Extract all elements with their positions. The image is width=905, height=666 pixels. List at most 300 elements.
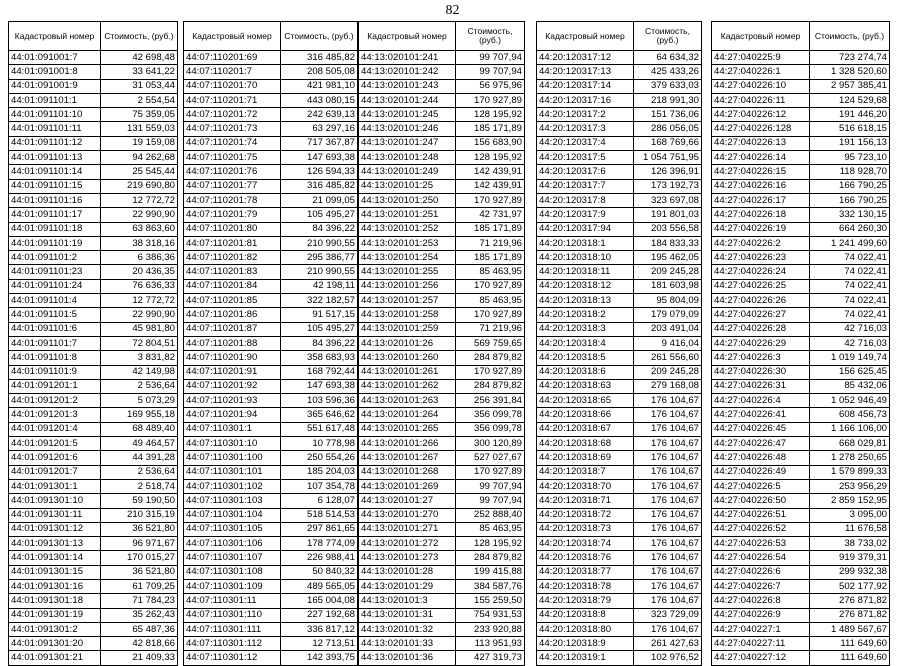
cadastral-number-cell: 44:13:020101:252 — [359, 222, 456, 236]
cadastral-number-cell: 44:27:040226:30 — [712, 365, 810, 379]
cost-cell: 218 991,30 — [634, 93, 702, 107]
cost-cell: 608 456,73 — [810, 408, 890, 422]
cadastral-number-cell: 44:20:120317:16 — [537, 93, 634, 107]
table-row — [537, 437, 702, 451]
table-row — [537, 522, 702, 536]
cadastral-number-cell: 44:20:120318:76 — [537, 551, 634, 565]
table-row — [9, 437, 178, 451]
cost-cell: 299 932,38 — [810, 565, 890, 579]
cost-cell: 166 790,25 — [810, 193, 890, 207]
table-row — [359, 294, 525, 308]
cost-cell: 356 099,78 — [456, 408, 525, 422]
cadastral-number-cell: 44:01:091101:11 — [9, 122, 101, 136]
table-row — [359, 122, 525, 136]
cost-cell: 518 514,53 — [281, 508, 358, 522]
cost-cell: 35 262,43 — [101, 608, 178, 622]
table-row — [184, 279, 358, 293]
cost-cell: 569 759,65 — [456, 336, 525, 350]
cadastral-table-5 — [711, 21, 890, 666]
cost-cell: 113 951,93 — [456, 637, 525, 651]
cost-cell: 142 393,75 — [281, 651, 358, 665]
table-row — [184, 322, 358, 336]
cost-cell: 105 495,27 — [281, 208, 358, 222]
cadastral-number-cell: 44:13:020101:248 — [359, 151, 456, 165]
table-row — [184, 79, 358, 93]
table-row — [537, 594, 702, 608]
cadastral-number-cell: 44:07:110301:101 — [184, 465, 281, 479]
cadastral-number-cell: 44:27:040226:50 — [712, 494, 810, 508]
cadastral-number-cell: 44:01:091101:18 — [9, 222, 101, 236]
cadastral-number-cell: 44:07:110201:83 — [184, 265, 281, 279]
cadastral-number-cell: 44:07:110201:69 — [184, 51, 281, 65]
cost-cell: 94 262,68 — [101, 151, 178, 165]
cadastral-number-cell: 44:27:040226:26 — [712, 294, 810, 308]
cadastral-table-2 — [183, 21, 358, 666]
cost-cell: 111 649,60 — [810, 637, 890, 651]
table-row — [184, 193, 358, 207]
cost-cell: 76 636,33 — [101, 279, 178, 293]
cadastral-number-cell: 44:27:040227:11 — [712, 637, 810, 651]
table-row — [712, 294, 890, 308]
cost-cell: 176 104,67 — [634, 437, 702, 451]
cost-cell: 527 027,67 — [456, 451, 525, 465]
table-row — [537, 279, 702, 293]
cost-cell: 12 713,51 — [281, 637, 358, 651]
table-row — [184, 379, 358, 393]
cadastral-number-cell: 44:07:110201:7 — [184, 65, 281, 79]
cadastral-number-cell: 44:01:091301:16 — [9, 579, 101, 593]
cost-cell: 25 545,44 — [101, 165, 178, 179]
table-row — [184, 222, 358, 236]
table-row — [712, 565, 890, 579]
cost-cell: 1 241 499,60 — [810, 236, 890, 250]
table-row — [9, 637, 178, 651]
cadastral-number-cell: 44:13:020101:262 — [359, 379, 456, 393]
cadastral-number-cell: 44:27:040226:17 — [712, 193, 810, 207]
cost-cell: 99 707,94 — [456, 479, 525, 493]
table-row — [184, 236, 358, 250]
cadastral-number-cell: 44:20:120317:5 — [537, 151, 634, 165]
table-row — [359, 594, 525, 608]
table-row — [184, 265, 358, 279]
cost-cell: 42 716,03 — [810, 336, 890, 350]
cost-cell: 427 319,73 — [456, 651, 525, 665]
cadastral-number-cell: 44:07:110201:90 — [184, 351, 281, 365]
cost-cell: 42 149,98 — [101, 365, 178, 379]
cadastral-number-cell: 44:07:110301:112 — [184, 637, 281, 651]
cost-cell: 71 219,96 — [456, 322, 525, 336]
cadastral-number-cell: 44:07:110301:111 — [184, 622, 281, 636]
cadastral-number-cell: 44:07:110201:71 — [184, 93, 281, 107]
cadastral-number-cell: 44:27:040226:18 — [712, 208, 810, 222]
cadastral-number-cell: 44:27:040226:4 — [712, 394, 810, 408]
cost-cell: 723 274,74 — [810, 51, 890, 65]
cadastral-number-cell: 44:01:091101:15 — [9, 179, 101, 193]
cost-cell: 286 056,05 — [634, 122, 702, 136]
table-row — [712, 379, 890, 393]
cost-cell: 185 171,89 — [456, 122, 525, 136]
table-row — [537, 51, 702, 65]
table-row — [184, 494, 358, 508]
table-row — [184, 93, 358, 107]
cadastral-number-cell: 44:13:020101:268 — [359, 465, 456, 479]
table-row — [359, 522, 525, 536]
cost-cell: 1 278 250,65 — [810, 451, 890, 465]
cost-cell: 111 649,60 — [810, 651, 890, 665]
table-row — [9, 236, 178, 250]
cadastral-number-cell: 44:07:110201:92 — [184, 379, 281, 393]
cadastral-number-cell: 44:01:091201:4 — [9, 422, 101, 436]
cost-cell: 1 328 520,60 — [810, 65, 890, 79]
table-row — [712, 265, 890, 279]
cost-cell: 71 219,96 — [456, 236, 525, 250]
cost-cell: 147 693,38 — [281, 379, 358, 393]
cadastral-number-cell: 44:13:020101:264 — [359, 408, 456, 422]
cadastral-number-cell: 44:13:020101:255 — [359, 265, 456, 279]
table-row — [184, 479, 358, 493]
cadastral-number-cell: 44:20:120318:65 — [537, 394, 634, 408]
cadastral-number-cell: 44:01:091101:5 — [9, 308, 101, 322]
cadastral-number-cell: 44:07:110301:12 — [184, 651, 281, 665]
table-row — [184, 522, 358, 536]
cadastral-number-cell: 44:27:040226:8 — [712, 594, 810, 608]
cadastral-number-cell: 44:20:120318:71 — [537, 494, 634, 508]
cadastral-number-cell: 44:13:020101:254 — [359, 251, 456, 265]
cadastral-number-cell: 44:20:120318:79 — [537, 594, 634, 608]
cost-cell: 332 130,15 — [810, 208, 890, 222]
cadastral-number-cell: 44:27:040226:29 — [712, 336, 810, 350]
table-row — [537, 551, 702, 565]
cadastral-number-cell: 44:01:091001:8 — [9, 65, 101, 79]
table-row — [359, 351, 525, 365]
cadastral-number-cell: 44:07:110201:91 — [184, 365, 281, 379]
cost-cell: 74 022,41 — [810, 251, 890, 265]
cadastral-number-cell: 44:27:040226:15 — [712, 165, 810, 179]
cadastral-number-cell: 44:01:091101:17 — [9, 208, 101, 222]
table-row — [184, 365, 358, 379]
cost-cell: 21 409,33 — [101, 651, 178, 665]
cost-cell: 42 731,97 — [456, 208, 525, 222]
table-row — [9, 308, 178, 322]
cadastral-number-cell: 44:13:020101:266 — [359, 437, 456, 451]
cost-cell: 170 927,89 — [456, 465, 525, 479]
cost-cell: 185 171,89 — [456, 251, 525, 265]
table-row — [184, 508, 358, 522]
cadastral-number-cell: 44:01:091101:12 — [9, 136, 101, 150]
cadastral-number-cell: 44:01:091301:12 — [9, 522, 101, 536]
table-row — [359, 437, 525, 451]
table-row — [184, 165, 358, 179]
cadastral-table-3 — [358, 21, 525, 666]
table-row — [9, 537, 178, 551]
cost-cell: 85 463,95 — [456, 265, 525, 279]
cadastral-number-cell: 44:07:110201:85 — [184, 294, 281, 308]
cost-cell: 74 022,41 — [810, 279, 890, 293]
cost-cell: 147 693,38 — [281, 151, 358, 165]
cost-cell: 502 177,92 — [810, 579, 890, 593]
cadastral-number-cell: 44:01:091101:24 — [9, 279, 101, 293]
table-row — [537, 508, 702, 522]
cadastral-number-cell: 44:13:020101:31 — [359, 608, 456, 622]
cadastral-number-cell: 44:01:091301:10 — [9, 494, 101, 508]
cost-cell: 191 801,03 — [634, 208, 702, 222]
table-row — [359, 279, 525, 293]
table-row — [359, 608, 525, 622]
cadastral-number-cell: 44:20:120318:9 — [537, 637, 634, 651]
cost-cell: 252 888,40 — [456, 508, 525, 522]
cost-cell: 276 871,82 — [810, 594, 890, 608]
cadastral-number-cell: 44:13:020101:29 — [359, 579, 456, 593]
cost-cell: 754 931,53 — [456, 608, 525, 622]
table-row — [712, 637, 890, 651]
table-row — [184, 294, 358, 308]
cost-cell: 10 778,98 — [281, 437, 358, 451]
cadastral-number-cell: 44:20:120317:7 — [537, 179, 634, 193]
table-row — [184, 437, 358, 451]
table-row — [9, 208, 178, 222]
cadastral-number-cell: 44:27:040226:10 — [712, 79, 810, 93]
cadastral-number-cell: 44:27:040226:9 — [712, 608, 810, 622]
cost-cell: 6 386,36 — [101, 251, 178, 265]
cost-cell: 176 104,67 — [634, 622, 702, 636]
table-row — [537, 422, 702, 436]
cost-cell: 2 536,64 — [101, 465, 178, 479]
table-row — [9, 151, 178, 165]
cadastral-number-cell: 44:07:110201:82 — [184, 251, 281, 265]
table-row — [184, 65, 358, 79]
cadastral-number-cell: 44:01:091101:19 — [9, 236, 101, 250]
cadastral-number-cell: 44:07:110301:100 — [184, 451, 281, 465]
cost-cell: 295 386,77 — [281, 251, 358, 265]
cost-cell: 250 554,26 — [281, 451, 358, 465]
cost-cell: 65 487,36 — [101, 622, 178, 636]
cost-cell: 208 505,08 — [281, 65, 358, 79]
table-row — [712, 537, 890, 551]
cost-cell: 199 415,88 — [456, 565, 525, 579]
cadastral-table-1 — [8, 21, 178, 666]
table-header-row — [9, 22, 178, 51]
table-row — [9, 394, 178, 408]
table-row — [359, 508, 525, 522]
cost-cell: 84 396,22 — [281, 222, 358, 236]
cost-cell: 74 022,41 — [810, 294, 890, 308]
cadastral-number-cell: 44:13:020101:261 — [359, 365, 456, 379]
cost-cell: 170 927,89 — [456, 93, 525, 107]
table-row — [359, 408, 525, 422]
cadastral-number-cell: 44:27:040226:52 — [712, 522, 810, 536]
cost-cell: 142 439,91 — [456, 179, 525, 193]
cadastral-number-cell: 44:20:120319:1 — [537, 651, 634, 665]
cost-cell: 71 784,23 — [101, 594, 178, 608]
page-number: 82 — [445, 3, 460, 18]
table-row — [184, 651, 358, 665]
cost-cell: 103 596,36 — [281, 394, 358, 408]
table-row — [9, 122, 178, 136]
table-row — [712, 93, 890, 107]
table-row — [9, 136, 178, 150]
cadastral-number-cell: 44:27:040226:11 — [712, 93, 810, 107]
table-row — [359, 551, 525, 565]
cadastral-number-cell: 44:27:040226:6 — [712, 565, 810, 579]
cadastral-number-cell: 44:27:040226:51 — [712, 508, 810, 522]
cost-cell: 170 927,89 — [456, 308, 525, 322]
table-row — [537, 208, 702, 222]
table-row — [184, 208, 358, 222]
cadastral-number-cell: 44:13:020101:241 — [359, 51, 456, 65]
cost-cell: 165 004,08 — [281, 594, 358, 608]
cost-cell: 195 462,05 — [634, 251, 702, 265]
cadastral-number-cell: 44:07:110201:93 — [184, 394, 281, 408]
table-row — [537, 236, 702, 250]
table-row — [712, 136, 890, 150]
cost-cell: 185 204,03 — [281, 465, 358, 479]
table-row — [184, 122, 358, 136]
header-cadastral-number: Кадастровый номер — [184, 22, 281, 51]
cost-cell: 42 818,66 — [101, 637, 178, 651]
cost-cell: 219 690,80 — [101, 179, 178, 193]
cadastral-number-cell: 44:20:120318:7 — [537, 465, 634, 479]
cost-cell: 209 245,28 — [634, 265, 702, 279]
cost-cell: 2 957 385,41 — [810, 79, 890, 93]
cadastral-number-cell: 44:20:120318:69 — [537, 451, 634, 465]
cost-cell: 45 981,80 — [101, 322, 178, 336]
cost-cell: 176 104,67 — [634, 422, 702, 436]
cost-cell: 5 073,29 — [101, 394, 178, 408]
cost-cell: 74 022,41 — [810, 265, 890, 279]
table-row — [184, 51, 358, 65]
table-row — [359, 651, 525, 665]
cadastral-number-cell: 44:27:040226:25 — [712, 279, 810, 293]
table-row — [712, 51, 890, 65]
cadastral-number-cell: 44:07:110201:88 — [184, 336, 281, 350]
table-row — [9, 222, 178, 236]
cadastral-number-cell: 44:27:040226:49 — [712, 465, 810, 479]
cadastral-number-cell: 44:01:091101:1 — [9, 93, 101, 107]
cadastral-table-4 — [536, 21, 702, 666]
table-row — [359, 451, 525, 465]
cadastral-number-cell: 44:27:040226:14 — [712, 151, 810, 165]
cost-cell: 1 489 567,67 — [810, 622, 890, 636]
table-row — [537, 537, 702, 551]
cost-cell: 36 521,80 — [101, 522, 178, 536]
table-row — [9, 451, 178, 465]
cost-cell: 9 416,04 — [634, 336, 702, 350]
cadastral-number-cell: 44:20:120318:10 — [537, 251, 634, 265]
table-header-row — [712, 22, 890, 51]
cost-cell: 128 195,92 — [456, 151, 525, 165]
cadastral-number-cell: 44:01:091301:13 — [9, 537, 101, 551]
cost-cell: 22 990,90 — [101, 208, 178, 222]
table-row — [712, 179, 890, 193]
table-row — [184, 108, 358, 122]
cadastral-number-cell: 44:20:120318:67 — [537, 422, 634, 436]
cost-cell: 1 019 149,74 — [810, 351, 890, 365]
table-row — [184, 637, 358, 651]
table-row — [359, 365, 525, 379]
table-row — [184, 451, 358, 465]
cadastral-number-cell: 44:01:091201:2 — [9, 394, 101, 408]
cost-cell: 1 579 899,33 — [810, 465, 890, 479]
cost-cell: 178 774,09 — [281, 537, 358, 551]
table-row — [9, 251, 178, 265]
cadastral-number-cell: 44:13:020101:256 — [359, 279, 456, 293]
cost-cell: 209 245,28 — [634, 365, 702, 379]
table-row — [359, 422, 525, 436]
table-row — [537, 265, 702, 279]
header-cadastral-number: Кадастровый номер — [537, 22, 634, 51]
cadastral-number-cell: 44:01:091301:1 — [9, 479, 101, 493]
cadastral-number-cell: 44:13:020101:243 — [359, 79, 456, 93]
cost-cell: 63 863,60 — [101, 222, 178, 236]
header-cost: Стоимость, (руб.) — [101, 22, 178, 51]
cost-cell: 176 104,67 — [634, 522, 702, 536]
table-row — [9, 422, 178, 436]
cadastral-number-cell: 44:27:040226:41 — [712, 408, 810, 422]
cadastral-number-cell: 44:13:020101:259 — [359, 322, 456, 336]
cost-cell: 336 817,12 — [281, 622, 358, 636]
table-row — [184, 579, 358, 593]
cost-cell: 210 990,55 — [281, 265, 358, 279]
cost-cell: 91 517,15 — [281, 308, 358, 322]
cost-cell: 170 927,89 — [456, 279, 525, 293]
cost-cell: 421 981,10 — [281, 79, 358, 93]
cost-cell: 551 617,48 — [281, 422, 358, 436]
cost-cell: 203 556,58 — [634, 222, 702, 236]
cost-cell: 300 120,89 — [456, 437, 525, 451]
cost-cell: 284 879,82 — [456, 379, 525, 393]
cadastral-number-cell: 44:01:091101:10 — [9, 108, 101, 122]
cadastral-number-cell: 44:01:091201:7 — [9, 465, 101, 479]
cost-cell: 95 723,10 — [810, 151, 890, 165]
cost-cell: 124 529,68 — [810, 93, 890, 107]
cost-cell: 74 022,41 — [810, 308, 890, 322]
cost-cell: 176 104,67 — [634, 508, 702, 522]
cadastral-number-cell: 44:13:020101:3 — [359, 594, 456, 608]
table-row — [537, 222, 702, 236]
cost-cell: 316 485,82 — [281, 179, 358, 193]
cost-cell: 118 928,70 — [810, 165, 890, 179]
table-row — [712, 408, 890, 422]
table-header-row — [537, 22, 702, 51]
cadastral-number-cell: 44:01:091301:20 — [9, 637, 101, 651]
cadastral-number-cell: 44:07:110301:106 — [184, 537, 281, 551]
cost-cell: 155 259,50 — [456, 594, 525, 608]
cadastral-number-cell: 44:07:110201:75 — [184, 151, 281, 165]
cadastral-number-cell: 44:07:110301:107 — [184, 551, 281, 565]
table-row — [537, 65, 702, 79]
cadastral-number-cell: 44:13:020101:242 — [359, 65, 456, 79]
table-row — [184, 565, 358, 579]
cost-cell: 49 464,57 — [101, 437, 178, 451]
cadastral-number-cell: 44:01:091001:9 — [9, 79, 101, 93]
cost-cell: 191 156,13 — [810, 136, 890, 150]
header-cost: Стоимость, (руб.) — [634, 22, 702, 51]
cost-cell: 176 104,67 — [634, 408, 702, 422]
table-row — [184, 551, 358, 565]
cost-cell: 2 536,64 — [101, 379, 178, 393]
cadastral-number-cell: 44:01:091201:6 — [9, 451, 101, 465]
cadastral-number-cell: 44:07:110301:104 — [184, 508, 281, 522]
cost-cell: 3 831,82 — [101, 351, 178, 365]
table-row — [9, 408, 178, 422]
header-cadastral-number: Кадастровый номер — [9, 22, 101, 51]
table-row — [712, 251, 890, 265]
table-row — [9, 265, 178, 279]
table-row — [359, 494, 525, 508]
table-row — [712, 479, 890, 493]
cost-cell: 38 318,16 — [101, 236, 178, 250]
cadastral-number-cell: 44:20:120317:6 — [537, 165, 634, 179]
